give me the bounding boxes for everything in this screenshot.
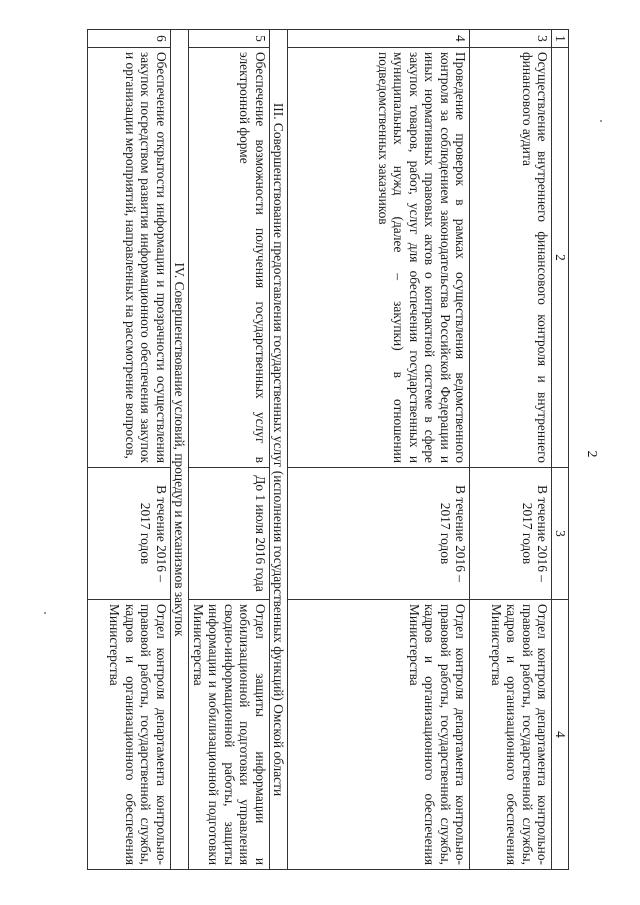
measure-name: Обеспечение возможности получения государственных услуг в электронной форме: [189, 48, 270, 468]
section-title: IV. Совершенствование условий, процедур и механизмов закупок: [171, 30, 190, 870]
responsible-executor: Отдел защиты информации и мобилизационной подготовки управления сводно-информационной работы, защиты информации и мобилизационной подготовки Министерства: [189, 600, 270, 870]
table-row: [288, 30, 470, 870]
action-plan-table: [87, 29, 569, 870]
column-number-header: 1: [552, 30, 569, 48]
column-number-header: 2: [552, 48, 569, 468]
responsible-executor: Отдел контроля департамента контрольно-правовой работы, государственной службы, кадров и организационного обеспечения Министерства: [288, 600, 470, 870]
responsible-executor: Отдел контроля департамента контрольно-правовой работы, государственной службы, кадров и организационного обеспечения Министерства: [88, 600, 171, 870]
deadline: В течение 2016 – 2017 годов: [88, 468, 171, 600]
scan-artifact: [600, 120, 602, 122]
section-row: [171, 30, 190, 870]
deadline: До 1 июля 2016 года: [189, 468, 270, 600]
row-number: 4: [288, 30, 470, 48]
deadline: В течение 2016 – 2017 годов: [288, 468, 470, 600]
column-number-header: 4: [552, 600, 569, 870]
table-header-row: [552, 30, 569, 870]
section-title: III. Совершенствование предоставления государственных услуг (исполнения государственных функций) Омской области: [270, 30, 289, 870]
section-row: [270, 30, 289, 870]
column-number-header: 3: [552, 468, 569, 600]
row-number: 3: [470, 30, 552, 48]
measure-name: Обеспечение открытости информации и прозрачности осуществления закупок посредством развития информационного обеспечения закупок и организации мероприятий, направленных на рассмотрение вопросов,: [88, 48, 171, 468]
row-number: 6: [88, 30, 171, 48]
responsible-executor: Отдел контроля департамента контрольно-правовой работы, государственной службы, кадров и организационного обеспечения Министерства: [470, 600, 552, 870]
page-number: 2: [584, 450, 599, 458]
rotated-page-content: [1, 29, 569, 869]
table-row: [189, 30, 270, 870]
row-number: 5: [189, 30, 270, 48]
measure-name: Осуществление внутреннего финансового контроля и внутреннего финансового аудита: [470, 48, 552, 468]
table-row: [470, 30, 552, 870]
deadline: В течение 2016 – 2017 годов: [470, 468, 552, 600]
table-row: [88, 30, 171, 870]
measure-name: Проведение проверок в рамках осуществления ведомственного контроля за соблюдением законодательства Российской Федерации и иных нормативных правовых актов о контрактной системе в сфере закупок товаров, работ, услуг для обеспечения государственных и муниципальных нужд (далее – закупки) в отношении подведомственных заказчиков: [288, 48, 470, 468]
